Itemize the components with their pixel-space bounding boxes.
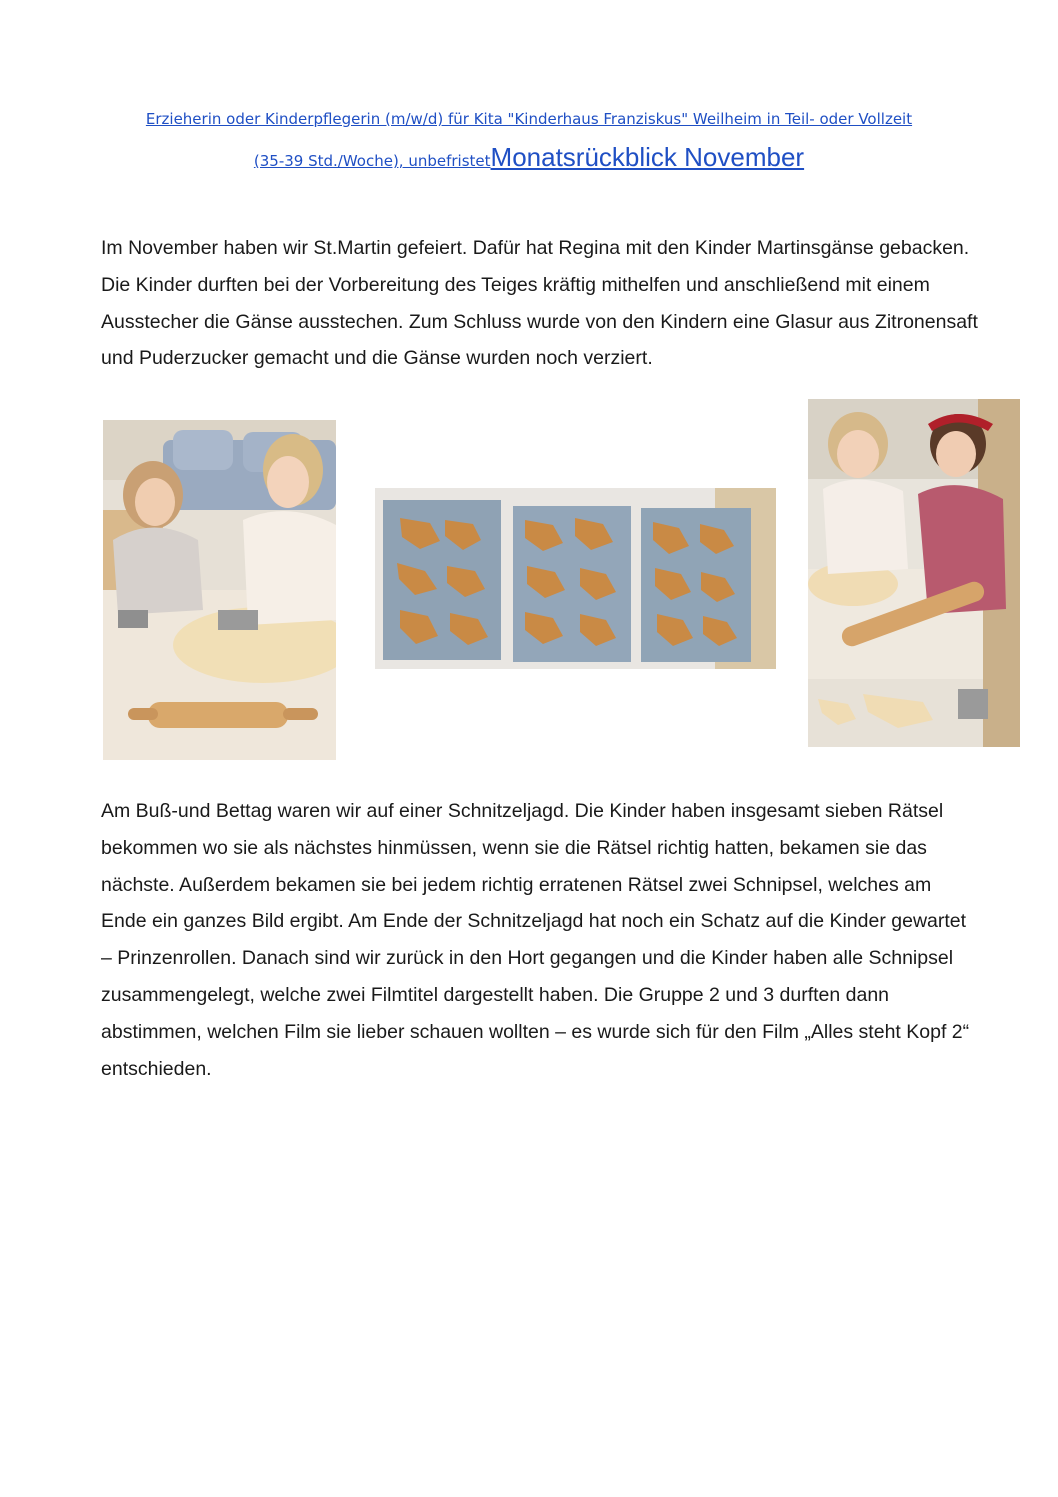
job-posting-link-line1[interactable]: Erzieherin oder Kinderpflegerin (m/w/d) für Kita "Kinderhaus Franziskus" Weilheim in Teil- oder Vollzeit xyxy=(145,110,913,128)
paragraph-st-martin: Im November haben wir St.Martin gefeiert. Dafür hat Regina mit den Kinder Martinsgänse gebacken. Die Kinder durften bei der Vorbereitung des Teiges kräftig mithelfen und anschließend mit einem Ausstecher die Gänse ausstechen. Zum Schluss wurde von den Kindern eine Glasur aus Zitronensaft und Puderzucker gemacht und die Gänse wurden noch verziert. xyxy=(101,237,978,370)
photo-baked-goose-cookies xyxy=(375,488,776,669)
job-posting-link-line2[interactable]: (35-39 Std./Woche), unbefristet xyxy=(253,152,491,170)
photo-children-cutting-dough xyxy=(103,420,336,760)
page-title-link[interactable]: Monatsrückblick November xyxy=(490,142,805,172)
page-header xyxy=(60,98,998,182)
paragraph-schnitzeljagd: Am Buß-und Bettag waren wir auf einer Schnitzeljagd. Die Kinder haben insgesamt sieben Rätsel bekommen wo sie als nächstes hinmüssen, wenn sie die Rätsel richtig hatten, bekamen sie das nächste. Außerdem bekamen sie bei jedem richtig erratenen Rätsel zwei Schnipsel, welches am Ende ein ganzes Bild ergibt. Am Ende der Schnitzeljagd hat noch ein Schatz auf die Kinder gewartet – Prinzenrollen. Danach sind wir zurück in den Hort gegangen und die Kinder haben alle Schnipsel zusammengelegt, welche zwei Filmtitel dargestellt haben. Die Gruppe 2 und 3 durften dann abstimmen, welchen Film sie lieber schauen wollten – es wurde sich für den Film „Alles steht Kopf 2“ entschieden. xyxy=(101,800,970,1080)
photo-children-rolling-dough xyxy=(808,399,1020,747)
